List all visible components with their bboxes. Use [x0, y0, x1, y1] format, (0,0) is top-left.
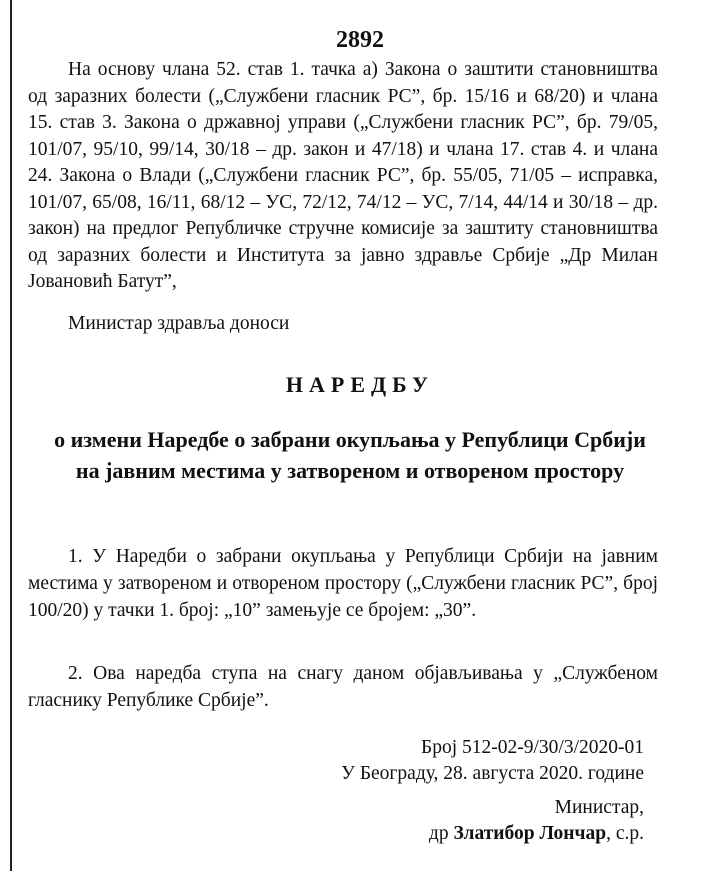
signatory-name: Златибор Лончар — [453, 823, 607, 844]
signatory-name-line — [429, 821, 644, 847]
point-2-paragraph: 2. Ова наредба ступа на снагу даном објављивања у „Службеном гласнику Републике Србије”. — [28, 663, 658, 711]
signatory-title: Министар, — [554, 797, 644, 818]
signatory-prefix: др — [428, 823, 449, 844]
place-and-date: У Београду, 28. августа 2020. године — [341, 763, 644, 784]
issuer-line: Министар здравља доноси — [68, 313, 290, 334]
signatory-suffix: , с.р. — [606, 823, 644, 844]
reference-number: Број 512-02-9/30/3/2020-01 — [421, 737, 644, 758]
document-number: 2892 — [336, 27, 384, 53]
preamble-paragraph: На основу члана 52. став 1. тачка а) Закона о заштити становништва од заразних болести („Службени гласник РС”, бр. 15/16 и 68/20) и члана 15. став 3. Закона о државној управи („Службени гласник РС”, бр. 79/05, 101/07, 95/10, 99/14, 30/18 – др. закон и 47/18) и члана 17. став 4. и члана 24. Закона о Влади („Службени гласник РС”, бр. 55/05, 71/05 – исправка, 101/07, 65/08, 16/11, 68/12 – УС, 72/12, 74/12 – УС, 7/14, 44/14 и 30/18 – др. закон) на предлог Републичке стручне комисије за заштиту становништва од заразних болести и Института за јавно здравље Србије „Др Милан Јовановић Батут”, — [28, 59, 658, 292]
left-margin-rule — [10, 0, 12, 871]
point-1-paragraph: 1. У Наредби о забрани окупљања у Републици Србији на јавним местима у затвореном и отвореном простору („Службени гласник РС”, број 100/20) у тачки 1. број: „10” замењује се бројем: „30”. — [28, 546, 658, 621]
order-title: НАРЕДБУ — [285, 372, 435, 397]
order-subtitle: о измени Наредбе о забрани окупљања у Републици Србији на јавним местима у затвореном и отвореном простору — [54, 427, 646, 483]
